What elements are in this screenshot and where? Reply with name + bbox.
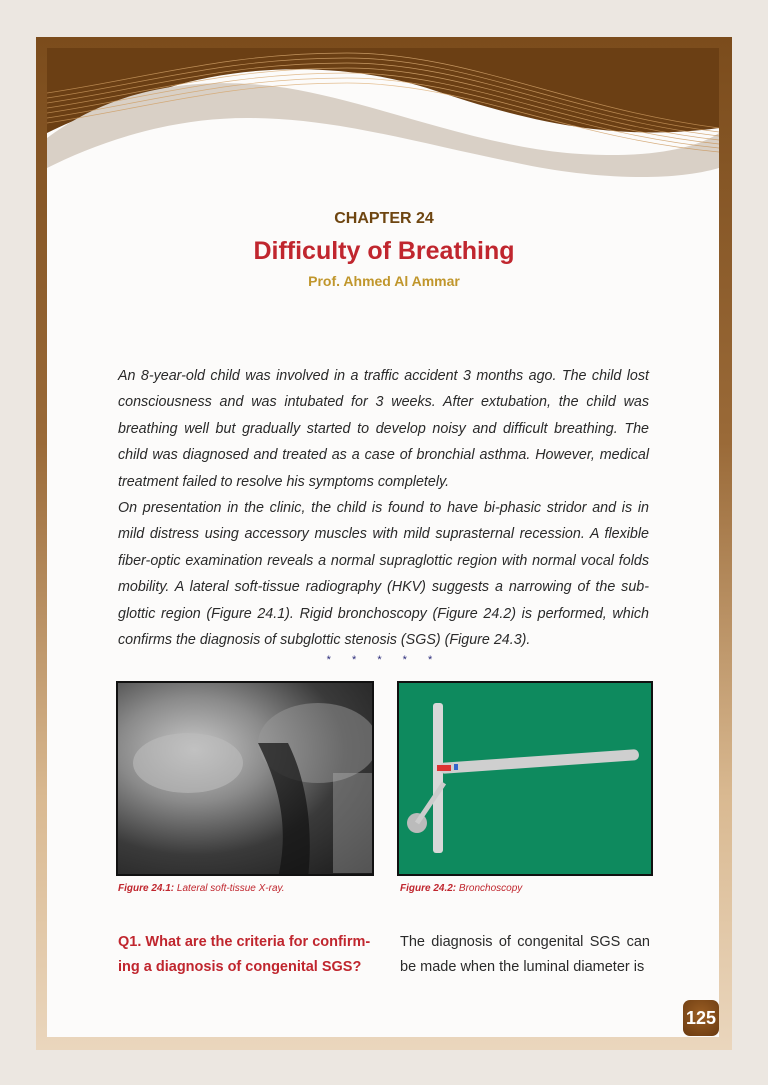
text-line: mild distress using accessory muscles with mild suprasternal recession. A flexible: [118, 526, 649, 543]
text-line: mobility. A lateral soft-tissue radiography (HKV) suggests a narrowing of the sub-: [118, 579, 649, 596]
chapter-title: Difficulty of Breathing: [253, 237, 515, 265]
page-number: 125: [683, 1000, 719, 1036]
text-line: On presentation in the clinic, the child is found to have bi-phasic stridor and is in: [118, 499, 649, 516]
caption-text: Lateral soft-tissue X-ray.: [174, 883, 285, 894]
text-line: glottic region (Figure 24.1). Rigid bronchoscopy (Figure 24.2) is performed, which: [118, 605, 649, 622]
figure-24-2-caption: [400, 883, 522, 895]
text-line: consciousness and was intubated for 3 weeks. After extubation, the child was: [118, 394, 649, 411]
caption-text: Bronchoscopy: [456, 883, 523, 894]
question-1: Q1. What are the criteria for confirm-ing a diagnosis of congenital SGS?: [118, 934, 371, 975]
figure-24-1-caption: [118, 883, 285, 895]
caption-label: Figure 24.2:: [400, 883, 457, 894]
bronchoscope-picture: [399, 683, 653, 876]
xray-picture: [118, 683, 374, 876]
author: Prof. Ahmed Al Ammar: [308, 273, 460, 289]
xray-image: [116, 681, 374, 876]
answer-1: The diagnosis of congenital SGS can be made when the luminal diameter is: [400, 934, 650, 975]
chapter-number: CHAPTER 24: [334, 210, 434, 227]
text-line: An 8-year-old child was involved in a traffic accident 3 months ago. The child lost: [118, 368, 649, 384]
text-line: confirms the diagnosis of subglottic stenosis (SGS) (Figure 24.3).: [118, 631, 531, 648]
text-line: child was diagnosed and treated as a case of bronchial asthma. However, medical: [118, 447, 649, 464]
case-paragraph-1: [118, 363, 649, 653]
text-line: treatment failed to resolve his symptoms completely.: [118, 473, 450, 490]
bronchoscope-image: [397, 681, 653, 876]
text-line: breathing well but gradually started to develop noisy and difficult breathing. The: [118, 420, 649, 437]
caption-label: Figure 24.1:: [118, 883, 175, 894]
section-separator: * * * * *: [326, 654, 442, 666]
text-line: fiber-optic examination reveals a normal supraglottic region with normal vocal folds: [118, 552, 649, 569]
